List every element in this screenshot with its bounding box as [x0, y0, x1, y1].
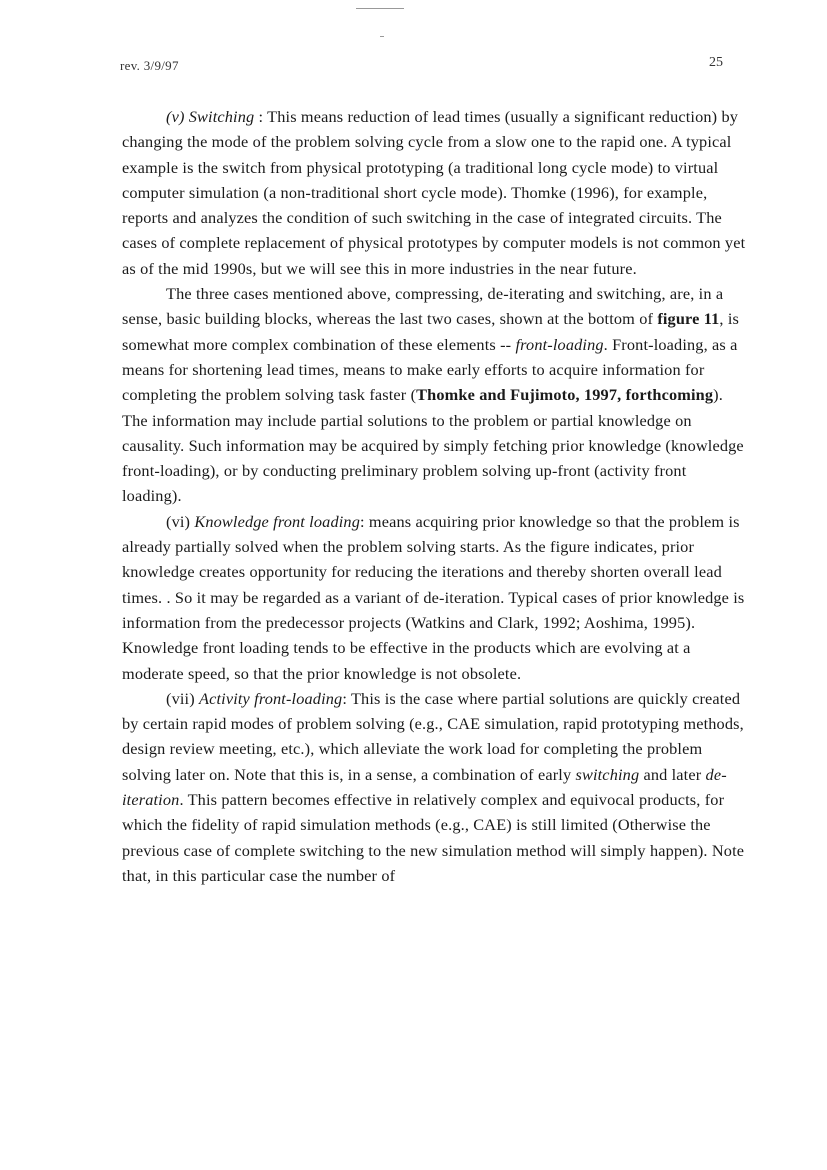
text-run: (vi) [166, 511, 195, 531]
italic-text: de-iteration [122, 764, 727, 810]
paragraph-switching [122, 104, 748, 281]
text-run: . Front-loading, as a means for shortening lead times, means to make early efforts to acquire information for completing the problem solving task faster ( [122, 334, 738, 405]
italic-text: switching [575, 764, 640, 784]
scan-speck [380, 36, 384, 37]
italic-text: Activity front-loading [199, 688, 343, 708]
text-run: : This means reduction of lead times (usually a significant reduction) by changing the mode of the problem solving cycle from a slow one to the rapid one. A typical example is the switch from physical prototyping (a traditional long cycle mode) to virtual computer simulation (a non-traditional short cycle mode). Thomke (1996), for example, reports and analyzes the condition of such switching in the case of integrated circuits. The cases of complete replacement of physical prototypes by computer models is not common yet as of the mid 1990s, but we will see this in more industries in the near future. [122, 107, 746, 278]
bold-text: Thomke and Fujimoto, 1997, forthcoming [416, 385, 714, 405]
text-run: and later [639, 764, 706, 784]
text-run: The three cases mentioned above, compressing, de-iterating and switching, are, in a sense, basic building blocks, whereas the last two cases, shown at the bottom of [122, 284, 724, 329]
italic-text: Knowledge front loading [194, 511, 360, 531]
text-run: : This is the case where partial solutions are quickly created by certain rapid modes of problem solving (e.g., CAE simulation, rapid prototyping methods, design review meeting, etc.), which alleviate the work load for completing the problem solving later on. Note that this is, in a sense, a combination of early [122, 688, 744, 784]
scan-speck [356, 8, 404, 9]
italic-text: front-loading [515, 334, 604, 354]
text-run: , is somewhat more complex combination of these elements -- [122, 309, 740, 354]
text-run: ). The information may include partial solutions to the problem or partial knowledge on causality. Such information may be acquired by simply fetching prior knowledge (knowledge front-loading), or by conducting preliminary problem solving up-front (activity front loading). [122, 385, 744, 506]
revision-date: rev. 3/9/97 [120, 58, 179, 73]
italic-text: (v) Switching [166, 107, 255, 126]
bold-text: figure 11 [657, 309, 720, 329]
paragraph-activity-front-loading [122, 686, 748, 888]
body-text [122, 104, 748, 888]
text-run: : means acquiring prior knowledge so that the problem is already partially solved when the problem solving starts. As the figure indicates, prior knowledge creates opportunity for reducing the iterations and thereby shorten overall lead times. . So it may be regarded as a variant of de-iteration. Typical cases of prior knowledge is information from the predecessor projects (Watkins and Clark, 1992; Aoshima, 1995). Knowledge front loading tends to be effective in the products which are evolving at a moderate speed, so that the prior knowledge is not obsolete. [122, 511, 745, 683]
text-run: (vii) [166, 688, 200, 708]
paragraph-knowledge-front-loading [122, 509, 748, 686]
page-number: 25 [709, 55, 723, 70]
text-run: . This pattern becomes effective in relatively complex and equivocal products, for which the fidelity of rapid simulation methods (e.g., CAE) is still limited (Otherwise the previous case of complete switching to the new simulation method will simply happen). Note that, in this particular case the number of [122, 790, 745, 885]
paragraph-building-blocks [122, 281, 748, 509]
